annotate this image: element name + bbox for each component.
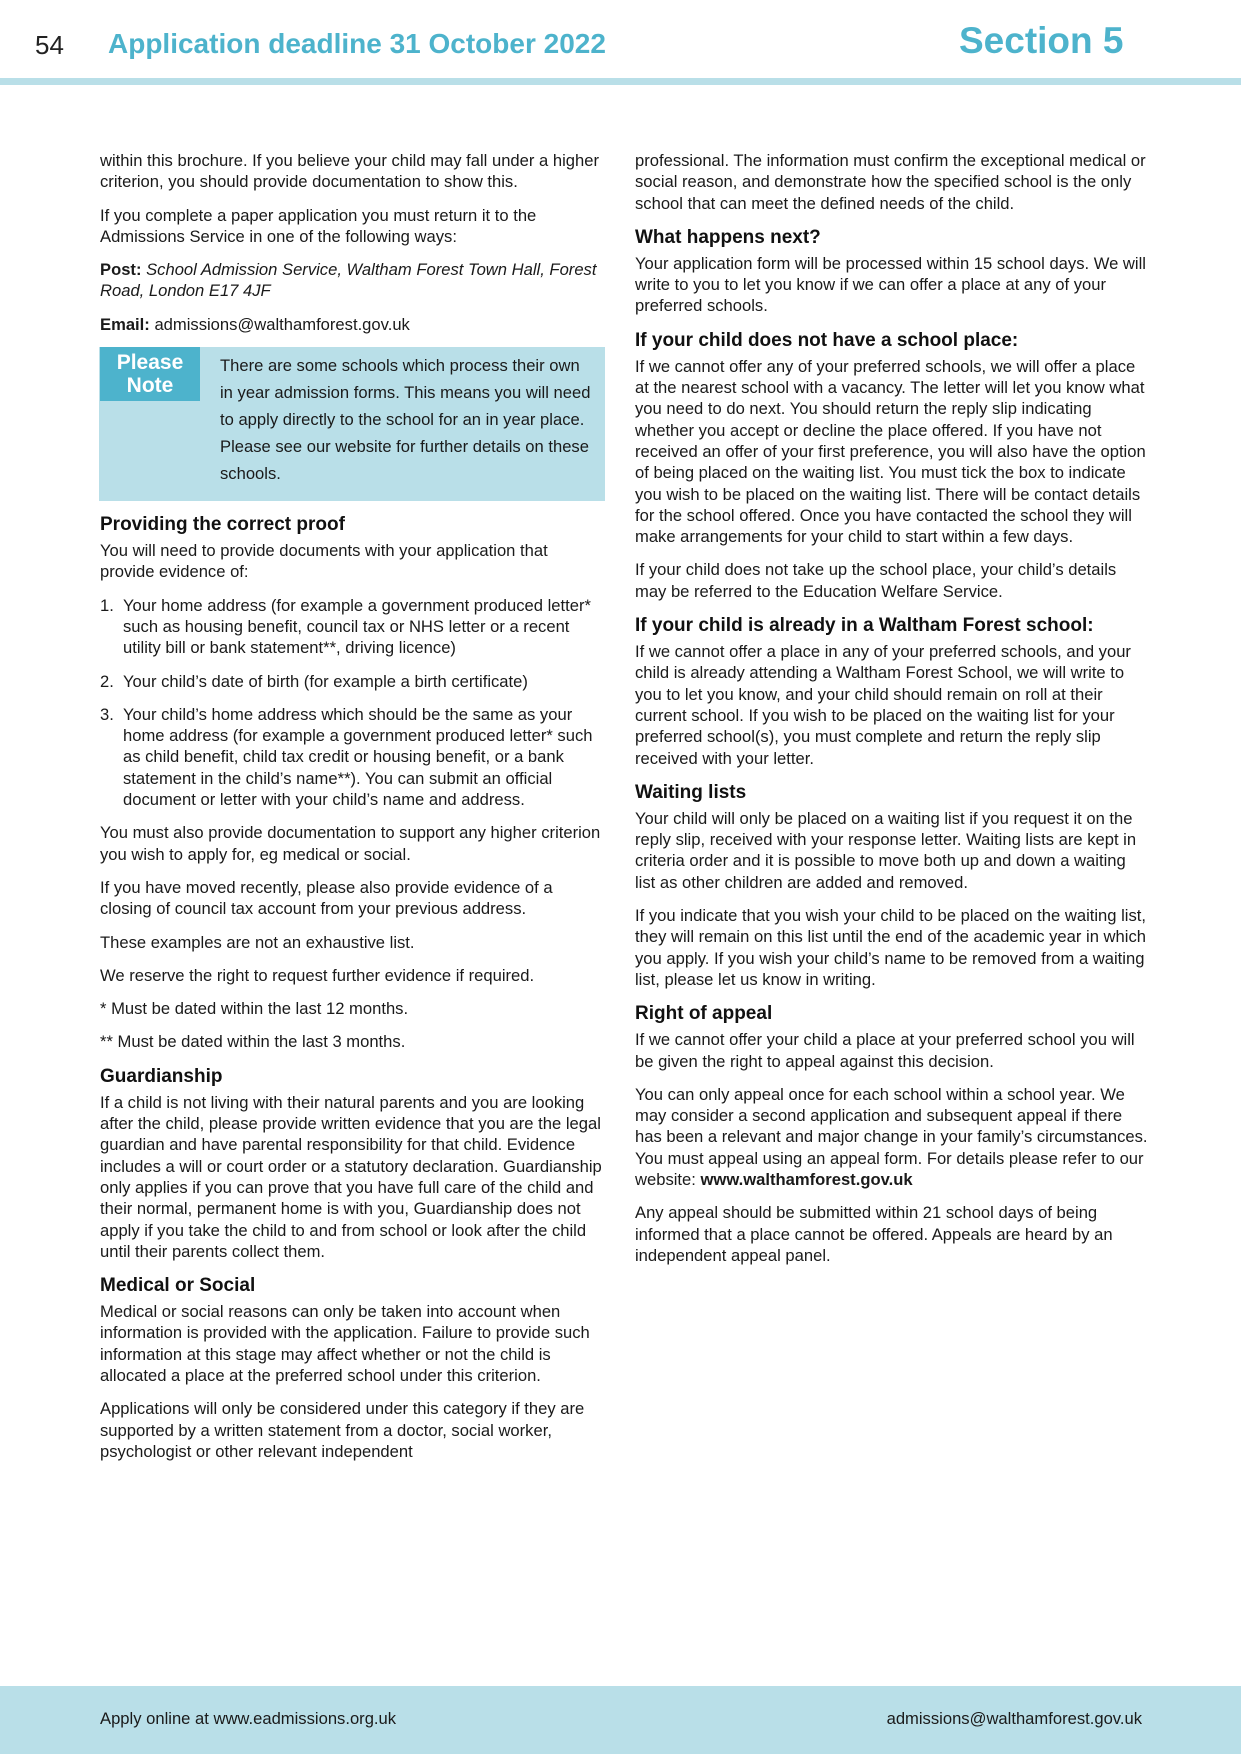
list-text: Your child’s home address which should be the same as your home address (for example a government produced letter* such as child benefit, child tax credit or housing benefit, or a bank statement in the child’s name**). You can submit an official document or letter with your child’s name and address. (123, 704, 593, 810)
no-place-paragraph-1: If we cannot offer any of your preferred schools, we will offer a place at the nearest school with a vacancy. The letter will let you know what you need to do next. You should return the reply slip indicating whether you accept or decline the place offered. If you have not received an offer of your first preference, you will also have the option of being placed on the waiting list. You must tick the box to indicate you wish to be placed on the waiting list. There will be contact details for the school offered. Once you have contacted the school they will make arrangements for your child to start within a few days. (635, 356, 1146, 547)
heading-correct-proof: Providing the correct proof (100, 514, 345, 536)
appeal-paragraph-3: Any appeal should be submitted within 21 school days of being informed that a place cannot be offered. Appeals are heard by an independent appeal panel. (635, 1203, 1113, 1265)
post-address (100, 259, 606, 302)
list-number: 1. (100, 595, 114, 615)
post-value: School Admission Service, Waltham Forest Town Hall, Forest Road, London E17 4JF (100, 260, 597, 301)
medical-paragraph-1: Medical or social reasons can only be taken into account when information is provided with the application. Failure to provide such information at this stage may affect whether or not the child is allocated a place at the preferred school under this criterion. (100, 1302, 590, 1385)
header-rule (0, 78, 1241, 85)
page-header (0, 0, 1241, 86)
post-label: Post: (100, 260, 142, 280)
proof-paragraph-4: We reserve the right to request further evidence if required. (100, 965, 535, 985)
guardianship-paragraph: If a child is not living with their natural parents and you are looking after the child, please provide written evidence that you are the legal guardian and have parental responsibility for that child. Evidence includes a will or court order or a statutory declaration. Guardianship only applies if you can prove that you have full care of the child and their normal, permanent home is with you, Guardianship does not apply if you take the child to and from school or look after the child until their parents collect them. (100, 1092, 602, 1261)
badge-line-1: Please (116, 351, 184, 375)
please-note-badge (100, 347, 200, 401)
badge-line-2: Note (126, 374, 174, 398)
appeal-paragraph-2 (635, 1084, 1149, 1190)
no-place-paragraph-2: If your child does not take up the school place, your child’s details may be referred to the Education Welfare Service. (635, 560, 1117, 601)
note-text: There are some schools which process their own in year admission forms. This means you will need to apply directly to the school for an in year place. Please see our website for further details on these schools. (220, 356, 591, 484)
heading-no-school-place: If your child does not have a school place: (635, 329, 1019, 351)
paper-application-paragraph: If you complete a paper application you must return it to the Admissions Service in one of the following ways: (100, 205, 537, 246)
left-column (100, 150, 606, 1474)
waiting-lists-paragraph-1: Your child will only be placed on a waiting list if you request it on the reply slip, received with your response letter. Waiting lists are kept in criteria order and it is possible to move both up and down a waiting list as other children are added and removed. (635, 808, 1137, 892)
footnote-3-months: ** Must be dated within the last 3 months. (100, 1032, 406, 1052)
heading-right-of-appeal: Right of appeal (635, 1003, 773, 1025)
proof-paragraph-1: You must also provide documentation to support any higher criterion you wish to apply for, eg medical or social. (100, 823, 601, 864)
right-column (635, 150, 1149, 1278)
list-item (100, 595, 606, 659)
list-number: 2. (100, 671, 114, 691)
heading-waiting-lists: Waiting lists (635, 781, 747, 803)
heading-what-happens-next: What happens next? (635, 226, 821, 248)
footer-apply-online[interactable]: Apply online at www.eadmissions.org.uk (100, 1709, 397, 1728)
please-note-box (99, 347, 605, 501)
email-address[interactable]: admissions@walthamforest.gov.uk (154, 314, 410, 334)
email-label: Email: (100, 314, 150, 334)
list-number: 3. (100, 704, 114, 724)
list-text: Your home address (for example a government produced letter* such as housing benefit, council tax or NHS letter or a recent utility bill or bank statement**, driving licence) (123, 595, 591, 658)
already-in-school-paragraph: If we cannot offer a place in any of your preferred schools, and your child is already attending a Waltham Forest School, we will write to you to let you know, and your child should remain on roll at their current school. If you wish to be placed on the waiting list for your preferred school(s), you must complete and return the reply slip received with your letter. (635, 642, 1131, 768)
page-footer (0, 1686, 1241, 1754)
proof-paragraph-3: These examples are not an exhaustive list. (100, 932, 415, 952)
page-number: 54 (35, 30, 64, 60)
list-item (100, 671, 606, 692)
continued-paragraph: professional. The information must confirm the exceptional medical or social reason, and demonstrate how the specified school is the only school that can meet the defined needs of the child. (635, 151, 1146, 213)
list-item (100, 704, 606, 810)
appeal-paragraph-1: If we cannot offer your child a place at your preferred school you will be given the right to appeal against this decision. (635, 1030, 1135, 1071)
section-title: Section 5 (959, 20, 1124, 61)
medical-paragraph-2: Applications will only be considered under this category if they are supported by a written statement from a doctor, social worker, psychologist or other relevant independent (100, 1399, 585, 1461)
appeal-text: You can only appeal once for each school within a school year. We may consider a second application and subsequent appeal if there has been a relevant and major change in your family’s circumstances. You must appeal using an appeal form. For details please refer to our website: (635, 1084, 1148, 1189)
email-line (100, 314, 606, 335)
heading-guardianship: Guardianship (100, 1065, 223, 1087)
proof-intro: You will need to provide documents with your application that provide evidence of: (100, 541, 548, 582)
footnote-12-months: * Must be dated within the last 12 months. (100, 999, 409, 1019)
intro-paragraph: within this brochure. If you believe your child may fall under a higher criterion, you should provide documentation to show this. (100, 151, 599, 192)
application-deadline: Application deadline 31 October 2022 (108, 28, 606, 59)
what-happens-next-paragraph: Your application form will be processed within 15 school days. We will write to you to let you know if we can offer a place at any of your preferred schools. (635, 253, 1146, 316)
proof-paragraph-2: If you have moved recently, please also provide evidence of a closing of council tax account from your previous address. (100, 877, 553, 919)
heading-medical-social: Medical or Social (100, 1275, 256, 1297)
waiting-lists-paragraph-2: If you indicate that you wish your child to be placed on the waiting list, they will remain on this list until the end of the academic year in which you apply. If you wish your child’s name to be removed from a waiting list, please let us know in writing. (635, 906, 1147, 989)
footer-email[interactable]: admissions@walthamforest.gov.uk (886, 1709, 1142, 1728)
proof-list (100, 595, 606, 811)
council-website-link[interactable]: www.walthamforest.gov.uk (700, 1169, 913, 1189)
list-text: Your child’s date of birth (for example a birth certificate) (123, 671, 528, 691)
heading-already-in-school: If your child is already in a Waltham Forest school: (635, 615, 1094, 637)
